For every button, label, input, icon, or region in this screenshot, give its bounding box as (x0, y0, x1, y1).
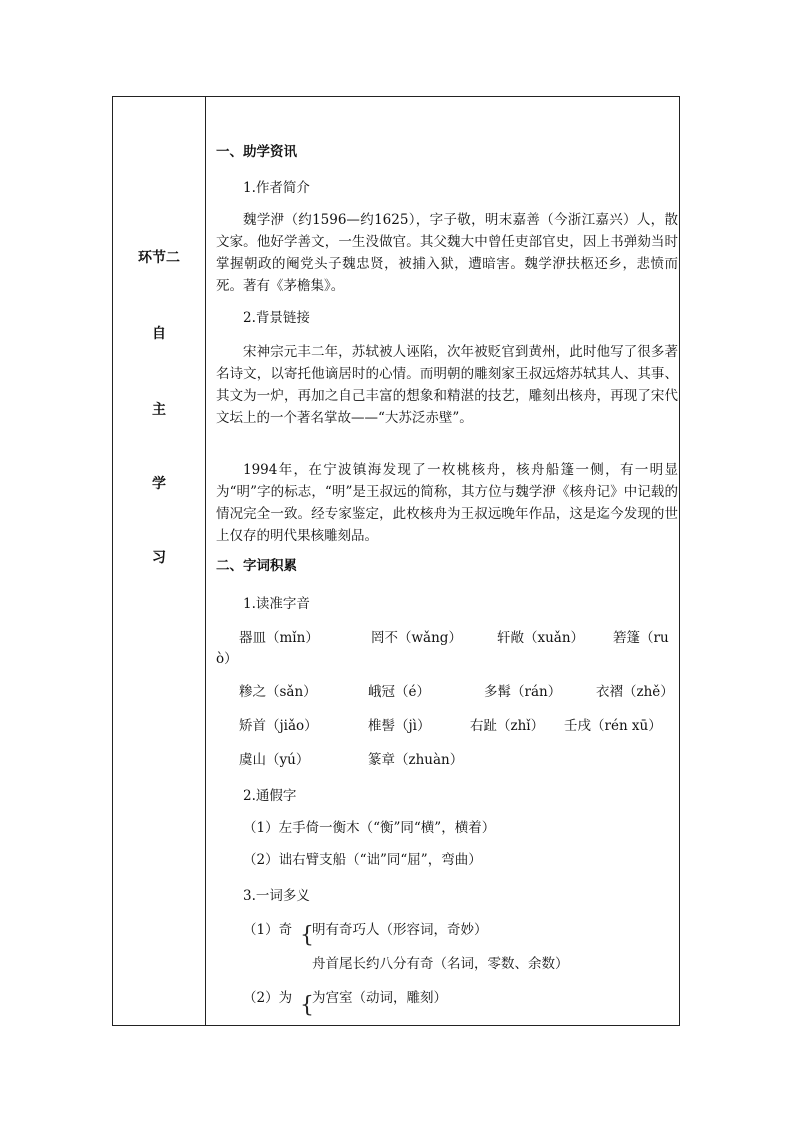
vertical-char-1: 自 (152, 326, 166, 342)
brace-icon: { (300, 993, 314, 1018)
brace-icon: { (300, 923, 314, 948)
duoyi-meaning: 为宫室（动词，雕刻） (312, 990, 447, 1006)
sub-pronunciation: 1.读准字音 (243, 596, 310, 612)
pinyin-item: 右趾（zhǐ） (470, 718, 545, 734)
pinyin-item: 虞山（yú） (239, 752, 310, 768)
section-title: 环节二 (138, 250, 180, 266)
vertical-char-2: 主 (152, 402, 166, 418)
tongjia-item: （2）诎右臂支船（“诎”同“屈”，弯曲） (243, 852, 482, 868)
pinyin-item: 椎髻（jì） (368, 718, 431, 734)
sub-author: 1.作者简介 (243, 180, 310, 196)
sub-duoyi: 3.一词多义 (243, 888, 310, 904)
background-paragraph-2: 1994年，在宁波镇海发现了一枚桃核舟，核舟船篷一侧，有一明显为“明”字的标志，“明”是王叔远的简称，其方位与魏学洢《核舟记》中记载的情况完全一致。经专家鉴定，此枚核舟为王叔远晚年作品，这是迄今发现的世上仅存的明代果核雕刻品。 (216, 462, 678, 544)
pinyin-item: 衣褶（zhě） (596, 684, 674, 700)
duoyi-meaning: 舟首尾长约八分有奇（名词，零数、余数） (312, 956, 569, 972)
content-table (112, 96, 680, 1026)
right-cell (206, 97, 679, 1025)
pinyin-item-wrap: ò） (216, 651, 238, 667)
pinyin-item: 壬戌（rén xū） (564, 718, 662, 734)
pinyin-item: 轩敞（xuǎn） (497, 630, 585, 646)
heading-zici: 二、字词积累 (216, 558, 297, 574)
duoyi-label: （1）奇 (243, 922, 293, 938)
pinyin-item: 罔不（wǎng） (371, 630, 462, 646)
pinyin-item: 糁之（sǎn） (239, 684, 317, 700)
pinyin-item: 器皿（mǐn） (239, 630, 319, 646)
pinyin-item: 多髯（rán） (484, 684, 562, 700)
sub-tongjia: 2.通假字 (243, 788, 297, 804)
author-paragraph: 魏学洢（约1596—约1625），字子敬，明末嘉善（今浙江嘉兴）人，散文家。他好学善文，一生没做官。其父魏大中曾任吏部官史，因上书弹劾当时掌握朝政的阉党头子魏忠贤，被捕入狱，遭暗害。魏学洢扶柩还乡，悲愤而死。著有《茅檐集》。 (216, 212, 678, 294)
pinyin-item: 篆章（zhuàn） (368, 752, 464, 768)
left-cell (113, 97, 205, 1025)
tongjia-item: （1）左手倚一衡木（“衡”同“横”，横着） (243, 820, 496, 836)
duoyi-label: （2）为 (243, 990, 293, 1006)
pinyin-item: 箬篷（ru (613, 630, 669, 646)
pinyin-item: 峨冠（é） (368, 684, 430, 700)
sub-background: 2.背景链接 (243, 310, 310, 326)
vertical-char-3: 学 (152, 476, 166, 492)
pinyin-item: 矫首（jiǎo） (239, 718, 318, 734)
heading-zhuxue: 一、助学资讯 (216, 144, 297, 160)
vertical-char-4: 习 (152, 550, 166, 566)
background-paragraph-1: 宋神宗元丰二年，苏轼被人诬陷，次年被贬官到黄州，此时他写了很多著名诗文，以寄托他谪居时的心情。而明朝的雕刻家王叔远熔苏轼其人、其事、其文为一炉，再加之自己丰富的想象和精湛的技艺，雕刻出核舟，再现了宋代文坛上的一个著名掌故——“大苏泛赤壁”。 (216, 344, 678, 426)
duoyi-meaning: 明有奇巧人（形容词，奇妙） (312, 922, 488, 938)
